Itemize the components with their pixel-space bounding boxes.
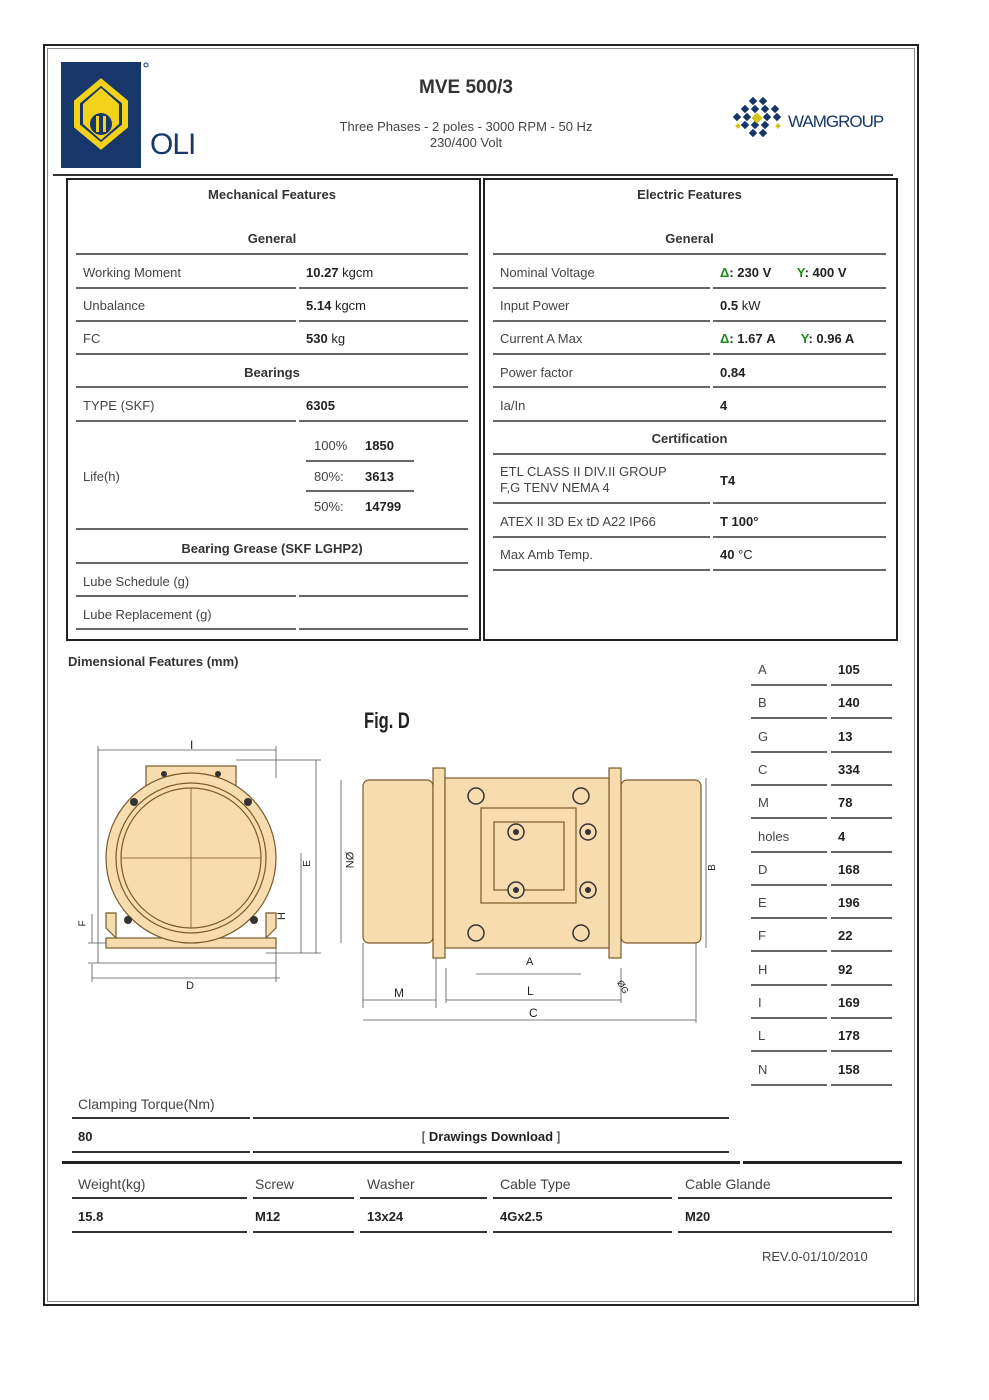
- life-pct-80: 80%:: [314, 469, 344, 484]
- unbalance-value: 5.14 kgcm: [306, 298, 366, 313]
- dim-row-value: 4: [838, 828, 846, 844]
- divider: [831, 817, 892, 819]
- dim-row-value: 78: [838, 795, 853, 811]
- fc-label: FC: [83, 331, 101, 346]
- dim-row-value: 92: [838, 961, 853, 977]
- working-moment-value: 10.27 kgcm: [306, 265, 374, 280]
- dim-row-label: F: [758, 928, 766, 944]
- dim-row-label: H: [758, 961, 768, 977]
- divider: [831, 717, 892, 719]
- nominal-voltage-value: Δ: 230 V Y: 400 V: [720, 265, 847, 280]
- life-label: Life(h): [83, 469, 120, 484]
- dim-label-g: ØG: [615, 978, 631, 996]
- divider: [299, 595, 468, 597]
- divider: [713, 287, 886, 289]
- page-title: MVE 500/3: [419, 77, 513, 98]
- divider: [493, 1197, 672, 1199]
- bottom-value: 15.8: [78, 1209, 104, 1224]
- divider: [76, 253, 468, 255]
- life-pct-50: 50%:: [314, 499, 344, 514]
- divider: [493, 287, 710, 289]
- divider: [253, 1151, 729, 1153]
- divider: [299, 628, 468, 630]
- divider: [76, 320, 296, 322]
- etl-label: ETL CLASS II DIV.II GROUP F,G TENV NEMA 4: [500, 464, 667, 495]
- y-symbol: Y: [796, 265, 805, 280]
- bearing-type-value: 6305: [306, 398, 335, 413]
- bottom-header: Cable Type: [500, 1176, 571, 1192]
- divider: [743, 1161, 902, 1164]
- divider: [751, 684, 827, 686]
- divider: [831, 984, 892, 986]
- header-divider: [53, 174, 893, 176]
- power-factor-label: Power factor: [500, 365, 573, 380]
- divider: [360, 1197, 487, 1199]
- dim-row-label: I: [758, 995, 762, 1010]
- dim-row-label: D: [758, 861, 768, 877]
- input-power-value: 0.5 kW: [720, 298, 761, 313]
- bottom-value: 4Gx2.5: [500, 1209, 543, 1224]
- fc-value: 530 kg: [306, 331, 346, 346]
- max-amb-value: 40 °C: [720, 547, 753, 562]
- divider: [831, 884, 892, 886]
- divider: [360, 1231, 487, 1233]
- divider: [306, 460, 414, 462]
- dim-row-value: 13: [838, 728, 853, 744]
- bottom-value: 13x24: [367, 1209, 404, 1224]
- bottom-value: M12: [255, 1209, 281, 1224]
- unbalance-label: Unbalance: [83, 298, 146, 313]
- divider: [493, 569, 710, 571]
- life-pct-100: 100%: [314, 438, 348, 453]
- wamgroup-logo-text: WAMGROUP: [788, 112, 884, 131]
- divider: [751, 917, 827, 919]
- y-symbol: Y: [800, 331, 809, 346]
- divider: [76, 595, 296, 597]
- divider: [72, 1151, 250, 1153]
- dim-label-h: H: [275, 912, 288, 920]
- divider: [831, 917, 892, 919]
- dim-row-value: 105: [838, 662, 860, 677]
- divider: [253, 1117, 729, 1119]
- page-subtitle: Three Phases - 2 poles - 3000 RPM - 50 Hz 230/400 Volt: [339, 119, 593, 150]
- drawings-download-link[interactable]: [ Drawings Download ]: [421, 1129, 561, 1144]
- divider: [678, 1231, 892, 1233]
- clamping-torque-label: Clamping Torque(Nm): [78, 1096, 215, 1112]
- divider: [76, 628, 296, 630]
- bottom-header: Weight(kg): [78, 1176, 146, 1192]
- divider: [493, 353, 710, 355]
- current-label: Current A Max: [500, 331, 583, 346]
- divider: [678, 1197, 892, 1199]
- divider: [493, 253, 886, 255]
- dim-label-l: L: [527, 984, 534, 998]
- dim-row-label: A: [758, 662, 767, 677]
- electric-features-box: [483, 178, 898, 641]
- dim-label-m: M: [394, 986, 404, 1000]
- mechanical-general-title: General: [247, 231, 297, 246]
- divider: [493, 502, 710, 504]
- life-val-50: 14799: [365, 499, 402, 514]
- etl-value: T4: [720, 473, 736, 488]
- revision-label: REV.0-01/10/2010: [762, 1249, 868, 1264]
- dim-row-value: 168: [838, 861, 860, 877]
- dim-label-c: C: [529, 1006, 538, 1020]
- certification-title: Certification: [651, 431, 728, 446]
- dimensional-drawing: [76, 738, 726, 1028]
- divider: [299, 320, 468, 322]
- divider: [72, 1231, 247, 1233]
- divider: [831, 1050, 892, 1052]
- divider: [713, 386, 886, 388]
- delta-symbol: Δ: [720, 265, 730, 280]
- divider: [831, 851, 892, 853]
- divider: [751, 751, 827, 753]
- divider: [76, 287, 296, 289]
- dim-row-label: C: [758, 761, 768, 777]
- life-val-100: 1850: [365, 438, 394, 453]
- dim-row-label: N: [758, 1061, 768, 1077]
- divider: [76, 562, 468, 564]
- bearing-type-label: TYPE (SKF): [83, 398, 155, 413]
- electric-title: Electric Features: [637, 187, 742, 202]
- divider: [831, 1017, 892, 1019]
- divider: [751, 717, 827, 719]
- dim-row-value: 140: [838, 695, 860, 711]
- bottom-value: M20: [685, 1209, 711, 1224]
- divider: [76, 353, 468, 355]
- divider: [493, 386, 710, 388]
- divider: [299, 287, 468, 289]
- divider: [76, 420, 296, 422]
- life-val-80: 3613: [365, 469, 394, 484]
- oli-logo-text: OLI: [150, 128, 196, 161]
- dim-row-label: B: [758, 695, 767, 711]
- divider: [62, 1161, 740, 1164]
- dim-label-n: NØ: [344, 851, 357, 869]
- divider: [253, 1231, 354, 1233]
- divider: [751, 1084, 827, 1086]
- dim-label-e: E: [301, 860, 313, 867]
- divider: [751, 884, 827, 886]
- input-power-label: Input Power: [500, 298, 570, 313]
- wamgroup-logo: [730, 96, 890, 140]
- dim-row-label: holes: [758, 828, 790, 844]
- nominal-voltage-label: Nominal Voltage: [500, 265, 595, 280]
- electric-general-title: General: [665, 231, 714, 246]
- lube-replacement-label: Lube Replacement (g): [83, 607, 212, 622]
- divider: [751, 817, 827, 819]
- divider: [713, 536, 886, 538]
- divider: [831, 784, 892, 786]
- dim-row-value: 158: [838, 1061, 860, 1077]
- divider: [72, 1197, 247, 1199]
- lube-schedule-label: Lube Schedule (g): [83, 574, 190, 589]
- dim-row-label: E: [758, 895, 767, 911]
- dimensional-title: Dimensional Features (mm): [68, 654, 239, 669]
- divider: [751, 984, 827, 986]
- divider: [751, 851, 827, 853]
- current-value: Δ: 1.67 A Y: 0.96 A: [720, 331, 855, 346]
- divider: [751, 950, 827, 952]
- divider: [831, 684, 892, 686]
- dim-label-b: B: [706, 864, 718, 871]
- divider: [831, 950, 892, 952]
- mechanical-title: Mechanical Features: [208, 187, 336, 202]
- grease-title: Bearing Grease (SKF LGHP2): [181, 541, 363, 556]
- divider: [253, 1197, 354, 1199]
- divider: [751, 1050, 827, 1052]
- dim-row-value: 334: [838, 761, 860, 777]
- divider: [713, 569, 886, 571]
- divider: [306, 490, 414, 492]
- bottom-header: Washer: [367, 1176, 415, 1192]
- dim-label-i: I: [190, 738, 194, 752]
- atex-label: ATEX II 3D Ex tD A22 IP66: [500, 514, 656, 529]
- dim-row-label: M: [758, 795, 769, 811]
- max-amb-label: Max Amb Temp.: [500, 547, 593, 562]
- divider: [72, 1117, 250, 1119]
- bottom-header: Screw: [255, 1176, 294, 1192]
- bottom-header: Cable Glande: [685, 1176, 771, 1192]
- divider: [831, 751, 892, 753]
- divider: [751, 784, 827, 786]
- working-moment-label: Working Moment: [83, 265, 182, 280]
- divider: [299, 420, 468, 422]
- figure-label: Fig. D: [364, 708, 410, 733]
- ia-in-value: 4: [720, 398, 728, 413]
- divider: [493, 453, 886, 455]
- divider: [76, 386, 468, 388]
- divider: [713, 353, 886, 355]
- dim-row-value: 169: [838, 995, 860, 1010]
- divider: [493, 320, 710, 322]
- divider: [713, 502, 886, 504]
- divider: [493, 420, 886, 422]
- bearings-title: Bearings: [244, 365, 300, 380]
- dim-row-value: 178: [838, 1028, 860, 1044]
- divider: [831, 1084, 892, 1086]
- clamping-torque-value: 80: [78, 1129, 93, 1144]
- dim-label-f: F: [77, 920, 89, 927]
- dim-label-a: A: [526, 956, 534, 968]
- divider: [493, 536, 710, 538]
- delta-symbol: Δ: [720, 331, 730, 346]
- dim-row-label: L: [758, 1028, 766, 1044]
- divider: [493, 1231, 672, 1233]
- dim-row-value: 196: [838, 895, 860, 911]
- power-factor-value: 0.84: [720, 365, 746, 380]
- dim-label-d: D: [186, 980, 194, 992]
- divider: [76, 528, 468, 530]
- dim-row-value: 22: [838, 928, 853, 944]
- divider: [713, 320, 886, 322]
- divider: [751, 1017, 827, 1019]
- atex-value: T 100°: [720, 514, 759, 529]
- ia-in-label: Ia/In: [500, 398, 526, 413]
- dim-row-label: G: [758, 728, 769, 744]
